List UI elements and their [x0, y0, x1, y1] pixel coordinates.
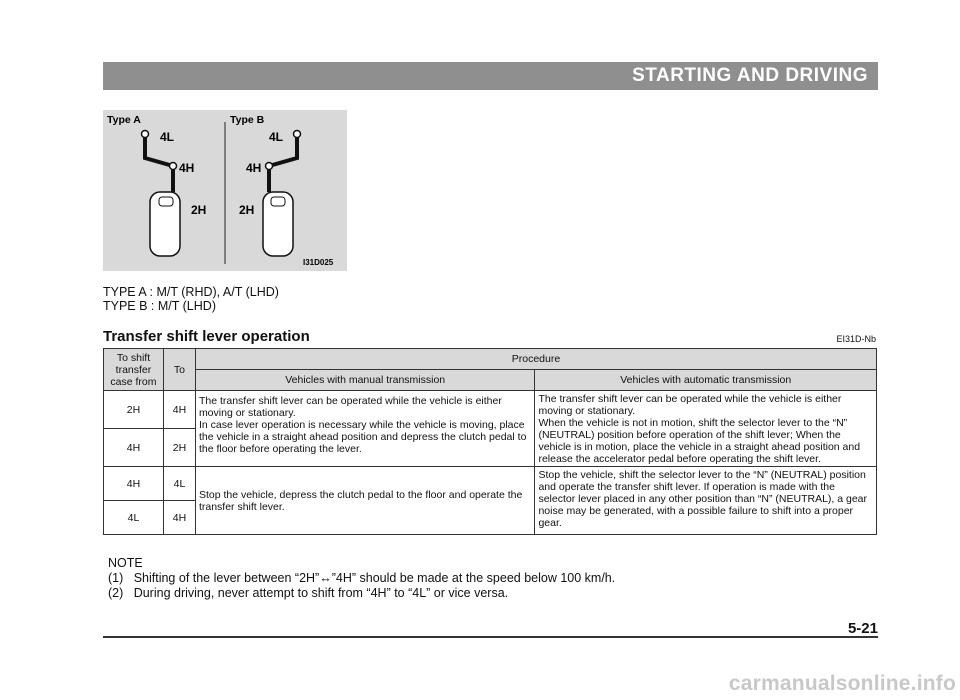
type-a-4h-point [170, 163, 177, 170]
type-a-gate [142, 130, 207, 256]
section-header-title: STARTING AND DRIVING [632, 65, 868, 86]
header-procedure: Procedure [195, 349, 876, 370]
type-b-2h-label: 2H [239, 203, 255, 217]
note-item-1: (1) Shifting of the lever between “2H”↔”4H” should be made at the speed below 100 km/h. [108, 571, 616, 585]
table-row [104, 391, 877, 429]
row-to: 4L [163, 467, 195, 501]
header-to: To [163, 349, 195, 391]
row-from: 4L [104, 501, 164, 535]
type-a-2h-label: 2H [191, 203, 207, 217]
transfer-shift-table [103, 348, 877, 535]
section-header-bar [103, 62, 878, 90]
type-b-4l-label: 4L [269, 130, 284, 144]
type-b-gate [239, 130, 301, 256]
type-b-4h-point [266, 163, 273, 170]
section-title: Transfer shift lever operation [103, 328, 310, 345]
watermark: carmanualsonline.info [728, 672, 956, 695]
header-manual: Vehicles with manual transmission [195, 370, 535, 391]
row-from: 4H [104, 429, 164, 467]
note-title: NOTE [108, 556, 143, 570]
row-to: 4H [163, 501, 195, 535]
type-a-4l-point [142, 131, 149, 138]
header-auto: Vehicles with automatic transmission [535, 370, 877, 391]
shift-lever-diagram [103, 110, 347, 271]
table-subheader-row [104, 370, 877, 391]
auto-procedure-1: The transfer shift lever can be operated while the vehicle is either moving or stationary. When the vehicle is not in motion, shift the selector lever to the “N” (NEUTRAL) position before operation of the shift lever; When the vehicle is in motion, place the vehicle in a straight ahead position and release the accelerator pedal before operating the shift lever. [535, 391, 877, 467]
figure-code: I31D025 [303, 258, 334, 267]
note-item-2: (2) During driving, never attempt to shift from “4H” to “4L” or vice versa. [108, 586, 509, 600]
type-a-4h-label: 4H [179, 161, 195, 175]
section-code: EI31D-Nb [836, 334, 876, 344]
table-row [104, 467, 877, 501]
type-b-lever-knob [263, 192, 293, 256]
page-number: 5-21 [847, 620, 878, 637]
type-b-label: Type B [230, 114, 265, 126]
type-a-label: Type A [107, 114, 141, 126]
note-block [108, 556, 615, 601]
table-header-row [104, 349, 877, 370]
row-from: 4H [104, 467, 164, 501]
type-a-lever-knob [150, 192, 180, 256]
type-b-4l-point [294, 131, 301, 138]
type-a-4l-label: 4L [160, 130, 175, 144]
row-from: 2H [104, 391, 164, 429]
manual-procedure-2: Stop the vehicle, depress the clutch pedal to the floor and operate the transfer shift lever. [195, 467, 535, 535]
caption-type-b: TYPE B : M/T (LHD) [103, 299, 216, 313]
footer-rule [103, 636, 878, 638]
type-b-4h-label: 4H [246, 161, 262, 175]
row-to: 4H [163, 391, 195, 429]
header-from: To shift transfer case from [104, 349, 164, 391]
figure-caption [103, 285, 279, 313]
caption-type-a: TYPE A : M/T (RHD), A/T (LHD) [103, 285, 279, 299]
shift-lever-figure [103, 110, 347, 271]
manual-procedure-1: The transfer shift lever can be operated while the vehicle is either moving or stationary. In case lever operation is necessary while the vehicle is moving, place the vehicle in a straight ahead position and depress the clutch pedal to the floor before operating the lever. [195, 391, 535, 467]
auto-procedure-2: Stop the vehicle, shift the selector lever to the “N” (NEUTRAL) position and operate the transfer shift lever. If operation is made with the selector lever placed in any other position than “N” (NEUTRAL), a gear noise may be generated, with a possible failure to shift into a proper gear. [535, 467, 877, 535]
row-to: 2H [163, 429, 195, 467]
